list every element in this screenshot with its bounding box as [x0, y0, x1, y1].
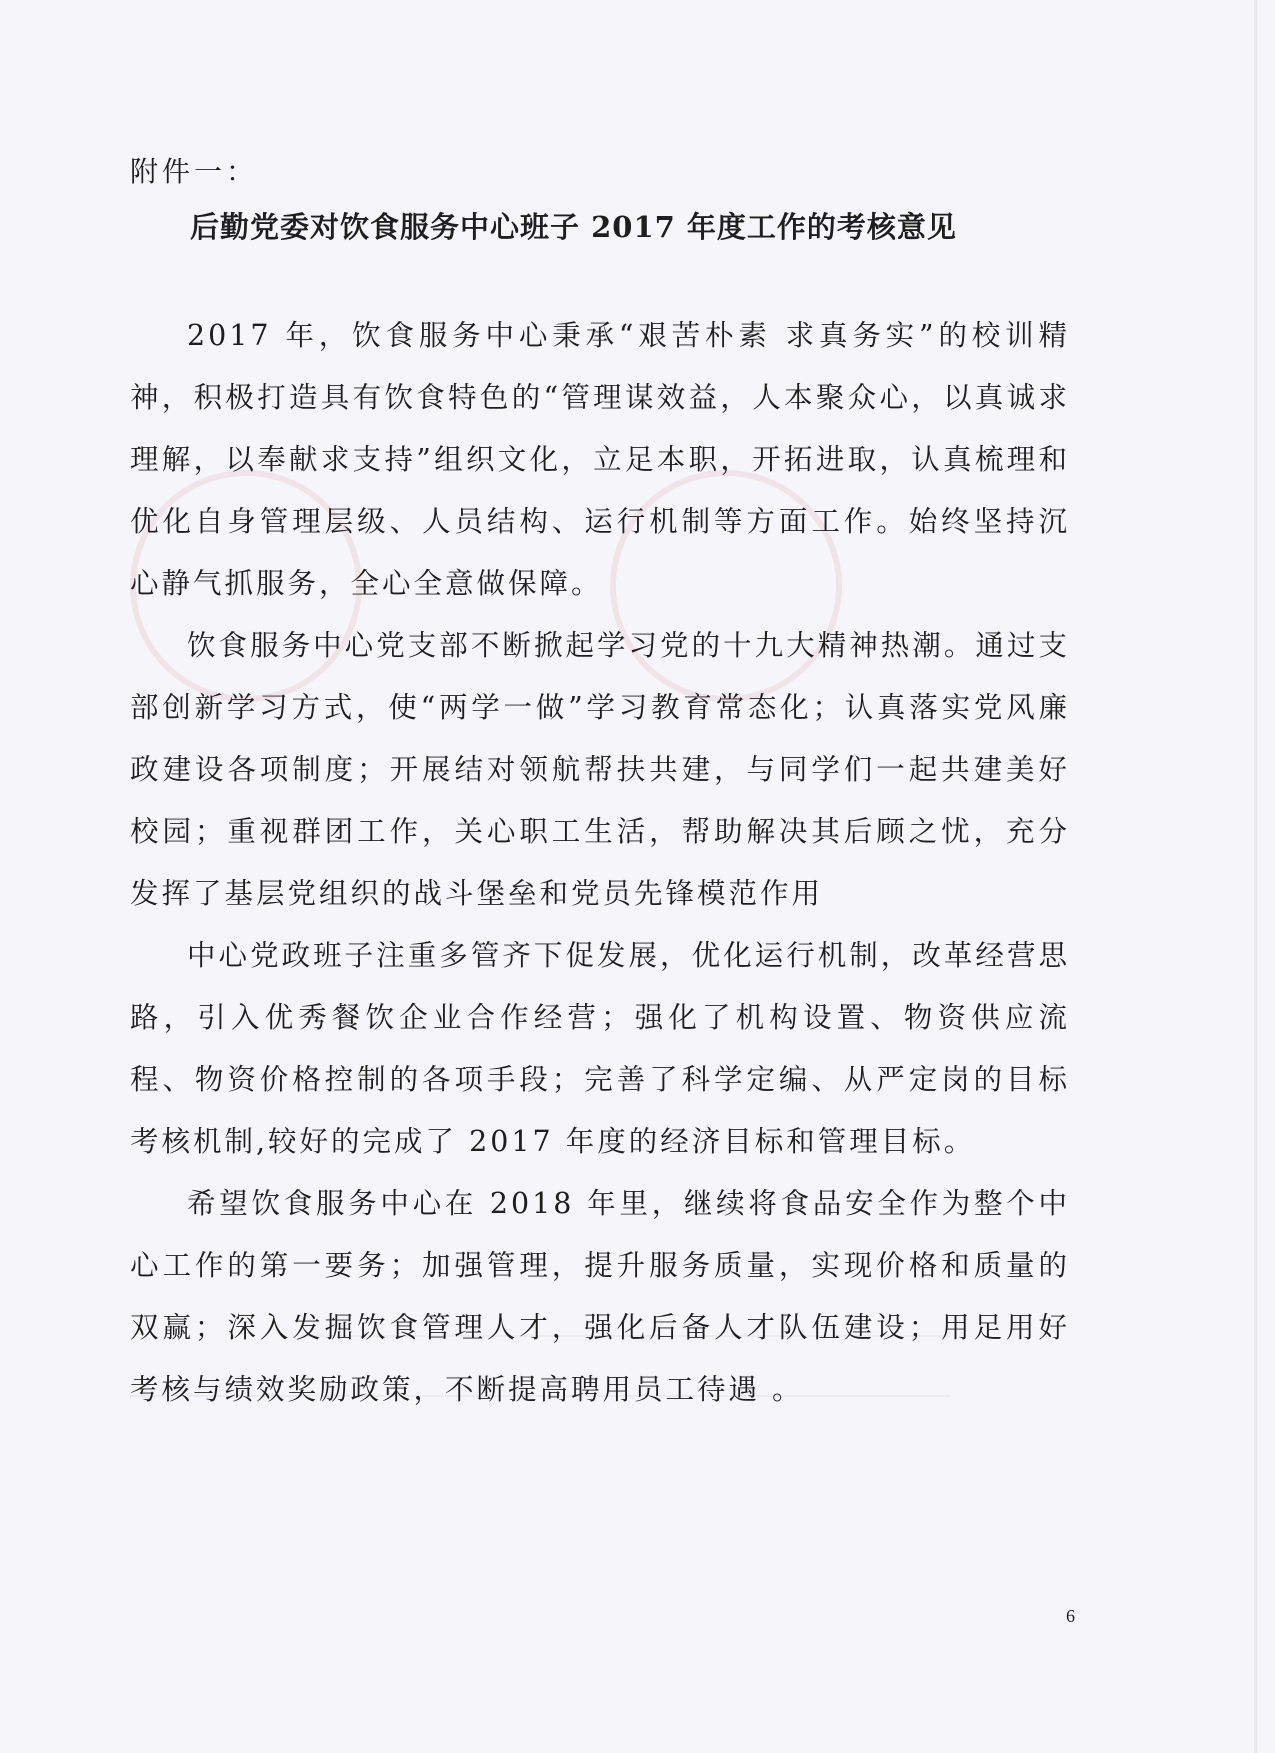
document-body — [130, 305, 1070, 1421]
document-title: 后勤党委对饮食服务中心班子 2017 年度工作的考核意见 — [190, 210, 957, 244]
scan-edge — [1254, 0, 1257, 1753]
paragraph-3: 中心党政班子注重多管齐下促发展，优化运行机制，改革经营思路，引入优秀餐饮企业合作经营；强化了机构设置、物资供应流程、物资价格控制的各项手段；完善了科学定编、从严定岗的目标考核机制,较好的完成了 2017 年度的经济目标和管理目标。 — [130, 939, 1070, 1158]
paragraph-1: 2017 年，饮食服务中心秉承“艰苦朴素 求真务实”的校训精神，积极打造具有饮食特色的“管理谋效益，人本聚众心，以真诚求理解，以奉献求支持”组织文化，立足本职，开拓进取，认真梳理和优化自身管理层级、人员结构、运行机制等方面工作。始终坚持沉心静气抓服务，全心全意做保障。 — [130, 319, 1070, 600]
paragraph-4: 希望饮食服务中心在 2018 年里，继续将食品安全作为整个中心工作的第一要务；加强管理，提升服务质量，实现价格和质量的双赢；深入发掘饮食管理人才，强化后备人才队伍建设；用足用好考核与绩效奖励政策，不断提高聘用员工待遇 。 — [130, 1187, 1070, 1406]
page-number: 6 — [1066, 1606, 1075, 1626]
paragraph-2: 饮食服务中心党支部不断掀起学习党的十九大精神热潮。通过支部创新学习方式，使“两学一做”学习教育常态化；认真落实党风廉政建设各项制度；开展结对领航帮扶共建，与同学们一起共建美好校园；重视群团工作，关心职工生活，帮助解决其后顾之忧，充分发挥了基层党组织的战斗堡垒和党员先锋模范作用 — [130, 629, 1070, 910]
attachment-label: 附件一： — [130, 155, 259, 188]
